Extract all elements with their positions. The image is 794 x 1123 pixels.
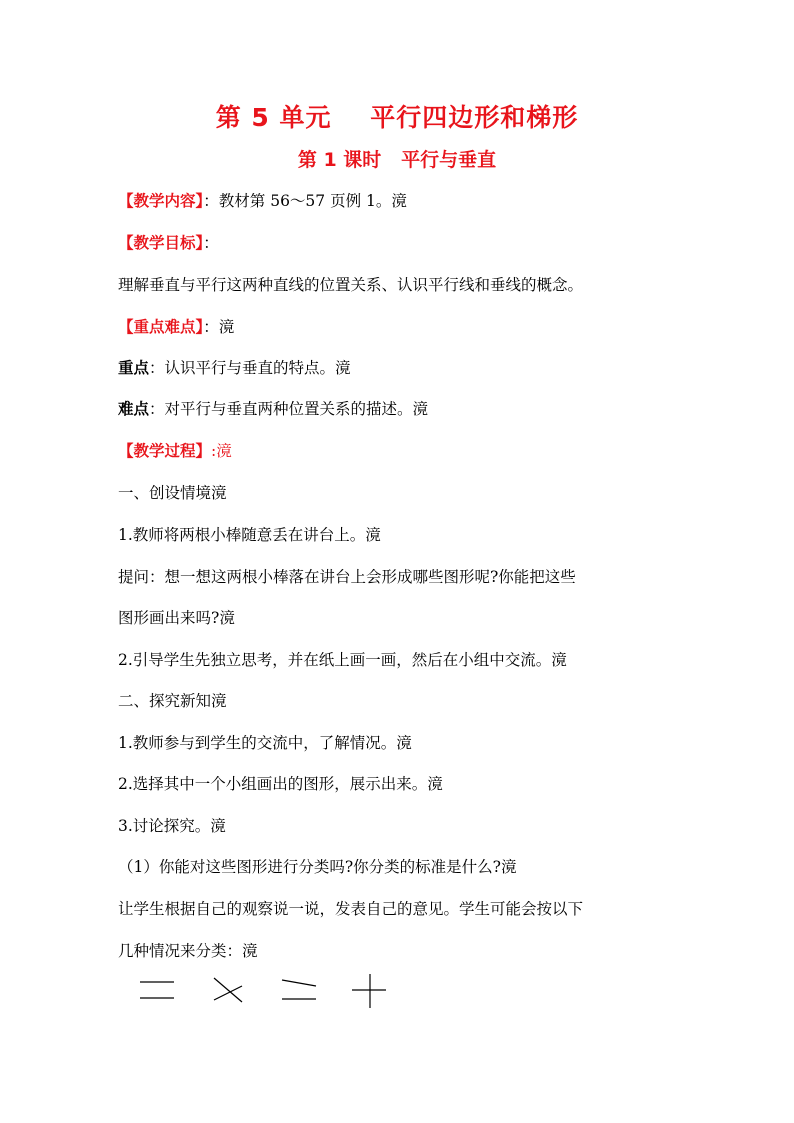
paragraph-mark: 滰 <box>218 318 235 336</box>
paragraph-line-2-text: 几种情况来分类： <box>118 942 243 960</box>
paragraph-mark: 滰 <box>211 484 227 502</box>
section-2-item-3 <box>118 815 698 837</box>
key-point-label: 重点 <box>118 359 150 377</box>
key-point-line <box>118 357 698 379</box>
paragraph-mark: 滰 <box>396 734 412 752</box>
paragraph-line-1: 让学生根据自己的观察说一说，发表自己的意见。学生可能会按以下 <box>118 900 584 918</box>
section-2-sub-1 <box>118 856 698 878</box>
section-1-heading <box>118 482 698 504</box>
paragraph-mark: 滰 <box>219 609 235 627</box>
question-line-2 <box>118 607 698 629</box>
section-2-item-3-text: 3.讨论探究。 <box>118 817 211 835</box>
paragraph-mark: 滰 <box>427 775 443 793</box>
perpendicular-lines-figure <box>352 974 386 1008</box>
question-line-1: 提问：想一想这两根小棒落在讲台上会形成哪些图形呢?你能把这些 <box>118 568 576 586</box>
teaching-goals-colon: ： <box>203 234 219 252</box>
paragraph-mark: 滰 <box>210 817 226 835</box>
paragraph-mark: 滰 <box>216 442 232 460</box>
unit-title: 第 5 单元 平行四边形和梯形 <box>215 103 579 132</box>
paragraph-mark: 滰 <box>335 359 351 377</box>
hard-point-line <box>118 398 698 420</box>
near-parallel-lines-figure <box>282 980 316 999</box>
section-2-item-2-text: 2.选择其中一个小组画出的图形，展示出来。 <box>118 775 428 793</box>
paragraph-mark: 滰 <box>391 192 407 210</box>
teaching-process-label: 【教学过程】 <box>118 442 212 460</box>
section-1-item-1-text: 1.教师将两根小棒随意丢在讲台上。 <box>118 526 366 544</box>
section-2-heading-text: 二、探究新知 <box>118 692 212 710</box>
teaching-goals-text: 理解垂直与平行这两种直线的位置关系、认识平行线和垂线的概念。 <box>118 276 584 294</box>
lesson-title: 第 1 课时 平行与垂直 <box>297 149 497 171</box>
section-1-item-2 <box>118 649 698 671</box>
teaching-goals-heading <box>118 232 698 254</box>
line-figures-illustration <box>130 972 400 1012</box>
key-points-heading <box>118 316 698 338</box>
section-1-item-1 <box>118 524 698 546</box>
teaching-content-colon: ： <box>203 192 219 210</box>
section-1-item-2-text: 2.引导学生先独立思考，并在纸上画一画，然后在小组中交流。 <box>118 651 552 669</box>
paragraph-line-2 <box>118 940 698 962</box>
teaching-process-heading <box>118 440 698 462</box>
hard-point-label: 难点 <box>118 400 150 418</box>
teaching-goals-label: 【教学目标】 <box>118 234 204 252</box>
paragraph-mark: 滰 <box>412 400 429 418</box>
teaching-process-colon: : <box>211 442 217 460</box>
section-2-item-1 <box>118 732 698 754</box>
question-line-2-text: 图形画出来吗? <box>118 609 220 627</box>
hard-point-text: ：对平行与垂直两种位置关系的描述。 <box>149 400 413 418</box>
paragraph-mark: 滰 <box>500 858 517 876</box>
paragraph-mark: 滰 <box>242 942 258 960</box>
section-1-heading-text: 一、创设情境 <box>118 484 212 502</box>
paragraph-mark: 滰 <box>365 526 381 544</box>
section-2-item-2 <box>118 773 698 795</box>
key-point-text: ：认识平行与垂直的特点。 <box>149 359 336 377</box>
teaching-content-line <box>118 190 698 212</box>
paragraph-mark: 滰 <box>551 651 567 669</box>
parallel-lines-figure <box>140 982 174 998</box>
section-2-sub-1-text: （1）你能对这些图形进行分类吗?你分类的标准是什么? <box>118 858 501 876</box>
section-2-item-1-text: 1.教师参与到学生的交流中，了解情况。 <box>118 734 397 752</box>
key-points-colon: ： <box>203 318 219 336</box>
section-2-heading <box>118 690 698 712</box>
paragraph-mark: 滰 <box>211 692 227 710</box>
key-points-label: 【重点难点】 <box>118 318 204 336</box>
teaching-content-text: 教材第 56～57 页例 1。 <box>218 192 392 210</box>
teaching-content-label: 【教学内容】 <box>118 192 204 210</box>
intersecting-lines-figure <box>214 978 242 1002</box>
